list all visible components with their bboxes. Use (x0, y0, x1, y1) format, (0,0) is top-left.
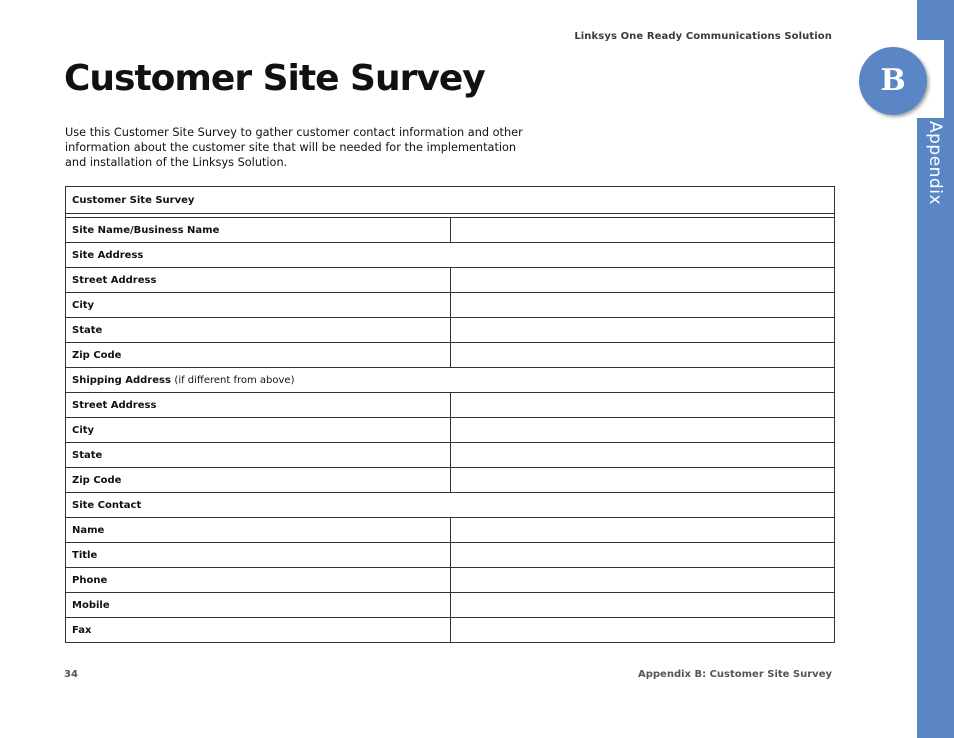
field-value-site-zip[interactable] (450, 343, 835, 368)
table-row (66, 443, 835, 468)
table-title: Customer Site Survey (66, 187, 835, 214)
section-heading-site-contact: Site Contact (66, 493, 835, 518)
running-header: Linksys One Ready Communications Solution (574, 31, 832, 42)
appendix-badge: B (859, 47, 927, 115)
field-value-ship-state[interactable] (450, 443, 835, 468)
intro-paragraph: Use this Customer Site Survey to gather customer contact information and other information about the customer site that will be needed for the implementation and installation of the Linksys Solution. (65, 126, 523, 169)
field-label-contact-fax: Fax (66, 618, 451, 643)
shipping-address-heading: Shipping Address (72, 374, 171, 386)
field-label-contact-mobile: Mobile (66, 593, 451, 618)
table-row (66, 593, 835, 618)
footer-section-title: Appendix B: Customer Site Survey (638, 669, 832, 680)
table-row (66, 618, 835, 643)
field-value-contact-title[interactable] (450, 543, 835, 568)
field-label-ship-zip: Zip Code (66, 468, 451, 493)
field-value-contact-phone[interactable] (450, 568, 835, 593)
field-label-site-street: Street Address (66, 268, 451, 293)
field-value-site-state[interactable] (450, 318, 835, 343)
sidebar-label: Appendix (925, 120, 945, 206)
field-label-contact-phone: Phone (66, 568, 451, 593)
table-row (66, 568, 835, 593)
table-row (66, 318, 835, 343)
table-row (66, 268, 835, 293)
field-value-contact-name[interactable] (450, 518, 835, 543)
section-row-site-address (66, 243, 835, 268)
table-row (66, 343, 835, 368)
field-label-ship-state: State (66, 443, 451, 468)
section-heading-site-address: Site Address (66, 243, 835, 268)
table-row (66, 218, 835, 243)
shipping-address-note: (if different from above) (174, 374, 295, 386)
field-value-site-street[interactable] (450, 268, 835, 293)
field-value-ship-street[interactable] (450, 393, 835, 418)
field-label-site-city: City (66, 293, 451, 318)
field-value-site-name[interactable] (450, 218, 835, 243)
field-label-contact-name: Name (66, 518, 451, 543)
site-survey-table (65, 186, 835, 643)
table-row (66, 393, 835, 418)
table-row (66, 543, 835, 568)
field-label-site-state: State (66, 318, 451, 343)
field-label-ship-street: Street Address (66, 393, 451, 418)
field-value-contact-mobile[interactable] (450, 593, 835, 618)
field-value-ship-city[interactable] (450, 418, 835, 443)
field-label-site-zip: Zip Code (66, 343, 451, 368)
table-row (66, 293, 835, 318)
table-title-row (66, 187, 835, 214)
field-value-contact-fax[interactable] (450, 618, 835, 643)
section-row-shipping-address (66, 368, 835, 393)
field-label-ship-city: City (66, 418, 451, 443)
field-value-site-city[interactable] (450, 293, 835, 318)
section-row-site-contact (66, 493, 835, 518)
page-title: Customer Site Survey (64, 58, 485, 99)
field-label-site-name: Site Name/Business Name (66, 218, 451, 243)
table-row (66, 518, 835, 543)
table-row (66, 418, 835, 443)
field-value-ship-zip[interactable] (450, 468, 835, 493)
field-label-contact-title: Title (66, 543, 451, 568)
table-row (66, 468, 835, 493)
page-number: 34 (64, 669, 78, 680)
section-heading-shipping-address (66, 368, 835, 393)
